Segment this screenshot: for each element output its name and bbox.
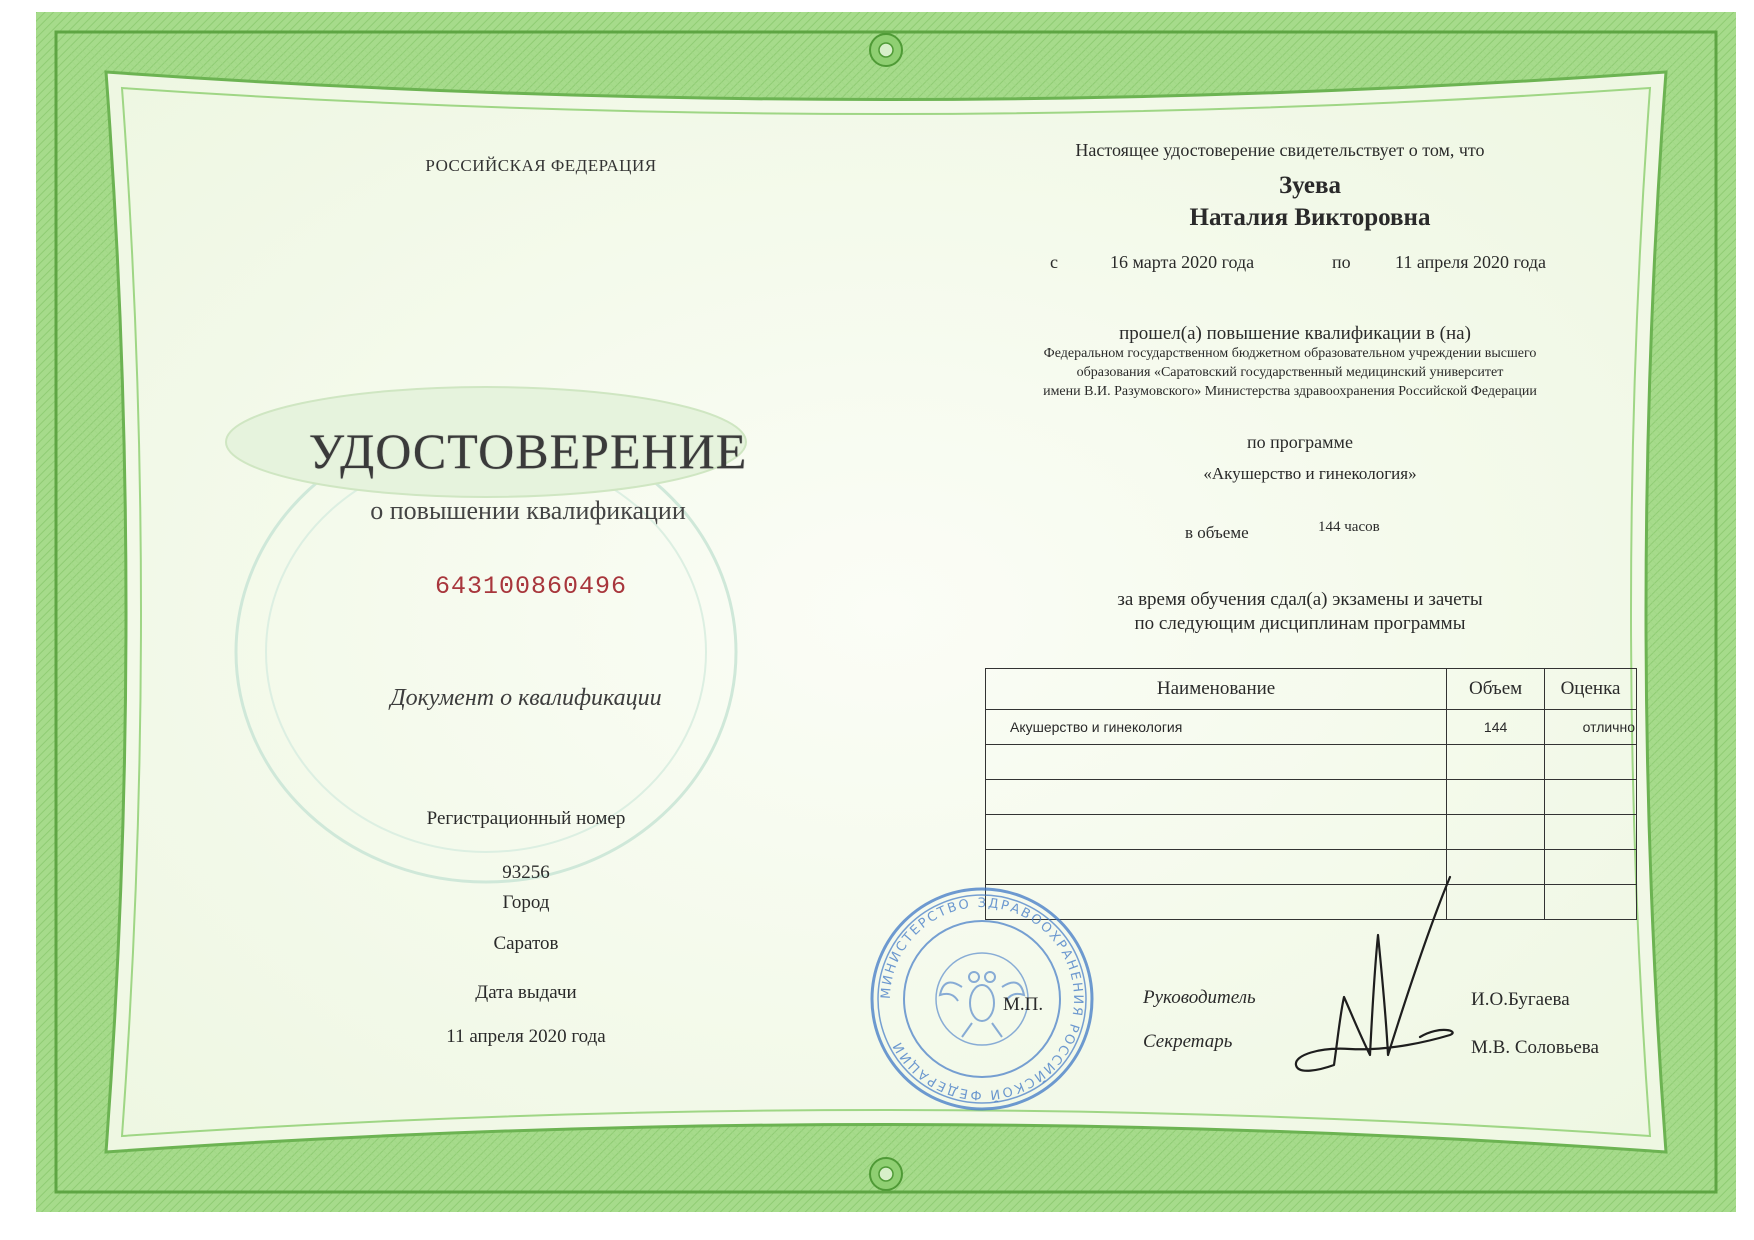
city-label: Город [502,892,550,913]
period-to-label: по [1332,252,1351,272]
table-row [986,710,1637,745]
registration-number: 93256 [502,862,550,883]
document-subtitle: о повышении квалификации [370,496,686,525]
passed-text: прошел(а) повышение квалификации в (на) [1119,323,1471,344]
grade-cell [1545,850,1637,885]
volume-cell [1447,745,1545,780]
volume-cell: 144 [1447,710,1545,745]
table-header-row [986,669,1637,710]
holder-given-names: Наталия Викторовна [1189,204,1431,231]
institution-line: имени В.И. Разумовского» Министерства здравоохранения Российской Федерации [1043,384,1537,399]
document-title: УДОСТОВЕРЕНИЕ [308,423,748,479]
holder-surname: Зуева [1278,172,1342,199]
svg-text:МИНИСТЕРСТВО ЗДРАВООХРАНЕНИЯ Р [879,896,1085,1103]
grade-cell [1545,815,1637,850]
header-grade: Оценка [1545,669,1637,710]
table-row [986,745,1637,780]
subject-cell [986,780,1447,815]
subject-cell [986,815,1447,850]
subject-cell: Акушерство и гинекология [986,710,1447,745]
country-name: РОССИЙСКАЯ ФЕДЕРАЦИЯ [425,156,657,175]
subject-cell [986,745,1447,780]
table-row [986,780,1637,815]
volume-label: в объеме [1185,523,1249,542]
head-name: И.О.Бугаева [1471,989,1570,1010]
institution-line: образования «Саратовский государственный медицинский университет [1076,365,1504,380]
grade-cell [1545,780,1637,815]
exams-text: за время обучения сдал(а) экзамены и зачеты [1117,589,1483,610]
issue-date: 11 апреля 2020 года [446,1026,606,1047]
grade-cell [1545,885,1637,920]
header-name: Наименование [986,669,1447,710]
secretary-name: М.В. Соловьева [1471,1037,1599,1058]
document-type: Документ о квалификации [390,685,662,711]
city-value: Саратов [493,933,559,954]
stamp-place-mark: М.П. [1003,994,1044,1015]
exams-text: по следующим дисциплинам программы [1134,613,1466,634]
table-row [986,815,1637,850]
grade-cell: отлично [1545,710,1637,745]
head-role-label: Руководитель [1143,987,1256,1008]
grade-cell [1545,745,1637,780]
period-start-date: 16 марта 2020 года [1110,252,1255,272]
official-stamp-icon [866,883,1098,1115]
secretary-role-label: Секретарь [1143,1031,1233,1052]
intro-text: Настоящее удостоверение свидетельствует о том, что [1075,140,1485,160]
program-name: «Акушерство и гинекология» [1203,464,1417,483]
volume-cell [1447,815,1545,850]
program-label: по программе [1247,432,1353,452]
period-from-label: с [1050,252,1058,272]
stamp-text: МИНИСТЕРСТВО ЗДРАВООХРАНЕНИЯ РОССИЙСКОЙ ФЕДЕРАЦИИ [878,895,1086,1103]
volume-cell [1447,780,1545,815]
issue-date-label: Дата выдачи [475,982,577,1003]
header-volume: Объем [1447,669,1545,710]
registration-label: Регистрационный номер [426,808,626,829]
serial-number: 643100860496 [434,572,628,601]
institution-line: Федеральном государственном бюджетном образовательном учреждении высшего [1043,346,1537,361]
signature-icon [1290,865,1470,1105]
volume-value: 144 часов [1318,519,1380,535]
period-end-date: 11 апреля 2020 года [1395,252,1547,272]
